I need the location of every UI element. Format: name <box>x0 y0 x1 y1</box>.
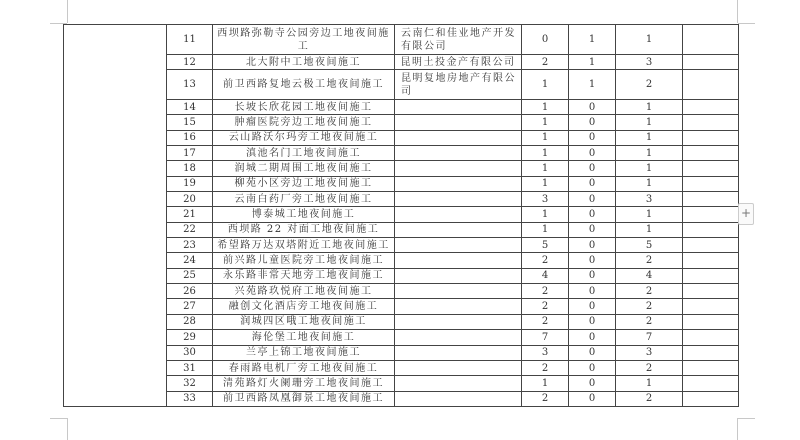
remarks-cell <box>683 70 739 100</box>
count-b-cell: 0 <box>569 238 616 253</box>
row-number-cell: 22 <box>167 222 213 237</box>
site-name-cell: 春雨路电机厂旁工地夜间施工 <box>213 360 395 375</box>
remarks-cell <box>683 115 739 130</box>
row-number-cell: 27 <box>167 299 213 314</box>
count-total-cell: 1 <box>616 376 683 391</box>
add-row-button[interactable]: + <box>738 203 754 225</box>
site-name-cell: 柳苑小区旁边工地夜间施工 <box>213 176 395 191</box>
remarks-cell <box>683 25 739 55</box>
remarks-cell <box>683 238 739 253</box>
row-number-cell: 17 <box>167 146 213 161</box>
remarks-cell <box>683 55 739 70</box>
count-a-cell: 3 <box>522 345 569 360</box>
count-a-cell: 2 <box>522 253 569 268</box>
site-name-cell: 云山路沃尔玛旁工地夜间施工 <box>213 130 395 145</box>
count-a-cell: 1 <box>522 161 569 176</box>
company-name-cell <box>395 253 522 268</box>
count-total-cell: 3 <box>616 55 683 70</box>
company-name-cell <box>395 330 522 345</box>
company-name-cell <box>395 238 522 253</box>
company-name-cell <box>395 176 522 191</box>
corner-mark-bottom-right <box>737 418 738 440</box>
site-name-cell: 肿瘤医院旁边工地夜间施工 <box>213 115 395 130</box>
count-total-cell: 1 <box>616 130 683 145</box>
site-name-cell: 长坡长欣花园工地夜间施工 <box>213 100 395 115</box>
site-name-cell: 北大附中工地夜间施工 <box>213 55 395 70</box>
count-b-cell: 0 <box>569 146 616 161</box>
count-b-cell: 0 <box>569 130 616 145</box>
row-number-cell: 33 <box>167 391 213 406</box>
row-number-cell: 20 <box>167 192 213 207</box>
site-name-cell: 希望路万达双塔附近工地夜间施工 <box>213 238 395 253</box>
count-total-cell: 2 <box>616 299 683 314</box>
count-b-cell: 0 <box>569 222 616 237</box>
remarks-cell <box>683 268 739 283</box>
count-b-cell: 0 <box>569 345 616 360</box>
count-a-cell: 2 <box>522 391 569 406</box>
row-number-cell: 14 <box>167 100 213 115</box>
row-number-cell: 25 <box>167 268 213 283</box>
count-a-cell: 1 <box>522 100 569 115</box>
site-name-cell: 西坝路弥勒寺公园旁边工地夜间施工 <box>213 25 395 55</box>
company-name-cell <box>395 192 522 207</box>
site-name-cell: 前卫西路复地云极工地夜间施工 <box>213 70 395 100</box>
count-b-cell: 0 <box>569 299 616 314</box>
count-total-cell: 2 <box>616 70 683 100</box>
count-b-cell: 1 <box>569 55 616 70</box>
count-total-cell: 3 <box>616 192 683 207</box>
company-name-cell <box>395 115 522 130</box>
remarks-cell <box>683 376 739 391</box>
count-total-cell: 1 <box>616 176 683 191</box>
count-total-cell: 1 <box>616 115 683 130</box>
remarks-cell <box>683 130 739 145</box>
remarks-cell <box>683 330 739 345</box>
count-total-cell: 2 <box>616 253 683 268</box>
table-row <box>64 25 739 55</box>
count-total-cell: 2 <box>616 314 683 329</box>
corner-mark-bottom-right <box>738 418 755 419</box>
row-number-cell: 32 <box>167 376 213 391</box>
remarks-cell <box>683 100 739 115</box>
count-total-cell: 1 <box>616 100 683 115</box>
company-name-cell: 云南仁和佳业地产开发有限公司 <box>395 25 522 55</box>
count-a-cell: 1 <box>522 176 569 191</box>
row-number-cell: 28 <box>167 314 213 329</box>
remarks-cell <box>683 391 739 406</box>
company-name-cell: 昆明复地房地产有限公司 <box>395 70 522 100</box>
count-b-cell: 0 <box>569 115 616 130</box>
site-name-cell: 融创文化酒店旁工地夜间施工 <box>213 299 395 314</box>
row-number-cell: 21 <box>167 207 213 222</box>
count-a-cell: 1 <box>522 115 569 130</box>
count-total-cell: 4 <box>616 268 683 283</box>
corner-mark-bottom-left <box>67 418 68 440</box>
count-total-cell: 1 <box>616 222 683 237</box>
remarks-cell <box>683 253 739 268</box>
company-name-cell <box>395 146 522 161</box>
row-number-cell: 31 <box>167 360 213 375</box>
count-total-cell: 2 <box>616 391 683 406</box>
company-name-cell <box>395 268 522 283</box>
count-total-cell: 1 <box>616 207 683 222</box>
remarks-cell <box>683 314 739 329</box>
count-a-cell: 1 <box>522 146 569 161</box>
count-b-cell: 0 <box>569 100 616 115</box>
remarks-cell <box>683 360 739 375</box>
site-name-cell: 滇池名门工地夜间施工 <box>213 146 395 161</box>
count-a-cell: 1 <box>522 222 569 237</box>
row-number-cell: 30 <box>167 345 213 360</box>
company-name-cell <box>395 100 522 115</box>
count-b-cell: 0 <box>569 284 616 299</box>
corner-mark-bottom-left <box>50 418 67 419</box>
count-total-cell: 1 <box>616 146 683 161</box>
count-b-cell: 0 <box>569 360 616 375</box>
site-name-cell: 清苑路灯火阑珊旁工地夜间施工 <box>213 376 395 391</box>
remarks-cell <box>683 207 739 222</box>
count-a-cell: 5 <box>522 238 569 253</box>
remarks-cell <box>683 146 739 161</box>
count-b-cell: 0 <box>569 253 616 268</box>
count-b-cell: 1 <box>569 25 616 55</box>
company-name-cell <box>395 207 522 222</box>
count-total-cell: 2 <box>616 284 683 299</box>
remarks-cell <box>683 161 739 176</box>
remarks-cell <box>683 192 739 207</box>
remarks-cell <box>683 222 739 237</box>
count-b-cell: 0 <box>569 330 616 345</box>
count-b-cell: 0 <box>569 192 616 207</box>
count-total-cell: 1 <box>616 25 683 55</box>
row-number-cell: 12 <box>167 55 213 70</box>
remarks-cell <box>683 345 739 360</box>
merged-category-cell <box>64 25 167 407</box>
company-name-cell <box>395 284 522 299</box>
count-b-cell: 0 <box>569 391 616 406</box>
remarks-cell <box>683 299 739 314</box>
row-number-cell: 15 <box>167 115 213 130</box>
count-b-cell: 0 <box>569 207 616 222</box>
row-number-cell: 24 <box>167 253 213 268</box>
company-name-cell <box>395 376 522 391</box>
row-number-cell: 13 <box>167 70 213 100</box>
count-a-cell: 4 <box>522 268 569 283</box>
count-a-cell: 2 <box>522 55 569 70</box>
site-name-cell: 云南白药厂旁工地夜间施工 <box>213 192 395 207</box>
company-name-cell <box>395 345 522 360</box>
corner-mark-top-right <box>737 0 738 23</box>
count-a-cell: 2 <box>522 314 569 329</box>
count-a-cell: 2 <box>522 360 569 375</box>
company-name-cell <box>395 314 522 329</box>
site-name-cell: 博泰城工地夜间施工 <box>213 207 395 222</box>
count-b-cell: 0 <box>569 376 616 391</box>
count-a-cell: 1 <box>522 130 569 145</box>
construction-site-table <box>63 24 739 407</box>
count-a-cell: 1 <box>522 376 569 391</box>
company-name-cell <box>395 161 522 176</box>
count-total-cell: 1 <box>616 161 683 176</box>
count-a-cell: 1 <box>522 70 569 100</box>
count-b-cell: 0 <box>569 161 616 176</box>
count-b-cell: 0 <box>569 314 616 329</box>
site-name-cell: 兴苑路玖悦府工地夜间施工 <box>213 284 395 299</box>
site-name-cell: 润城四区哦工地夜间施工 <box>213 314 395 329</box>
corner-mark-top-right <box>738 23 755 24</box>
count-b-cell: 1 <box>569 70 616 100</box>
row-number-cell: 19 <box>167 176 213 191</box>
company-name-cell <box>395 391 522 406</box>
row-number-cell: 16 <box>167 130 213 145</box>
site-name-cell: 前卫西路凤凰御景工地夜间施工 <box>213 391 395 406</box>
corner-mark-top-left <box>67 0 68 23</box>
company-name-cell <box>395 130 522 145</box>
row-number-cell: 18 <box>167 161 213 176</box>
count-total-cell: 5 <box>616 238 683 253</box>
count-a-cell: 2 <box>522 284 569 299</box>
row-number-cell: 11 <box>167 25 213 55</box>
company-name-cell: 昆明土投金产有限公司 <box>395 55 522 70</box>
remarks-cell <box>683 176 739 191</box>
company-name-cell <box>395 360 522 375</box>
count-a-cell: 7 <box>522 330 569 345</box>
row-number-cell: 26 <box>167 284 213 299</box>
site-name-cell: 前兴路儿童医院旁工地夜间施工 <box>213 253 395 268</box>
site-name-cell: 兰亭上锦工地夜间施工 <box>213 345 395 360</box>
site-name-cell: 润城二期周围工地夜间施工 <box>213 161 395 176</box>
count-b-cell: 0 <box>569 176 616 191</box>
remarks-cell <box>683 284 739 299</box>
count-total-cell: 7 <box>616 330 683 345</box>
count-total-cell: 2 <box>616 360 683 375</box>
site-name-cell: 永乐路非常天地旁工地夜间施工 <box>213 268 395 283</box>
company-name-cell <box>395 299 522 314</box>
count-a-cell: 2 <box>522 299 569 314</box>
row-number-cell: 29 <box>167 330 213 345</box>
site-name-cell: 海伦堡工地夜间施工 <box>213 330 395 345</box>
count-a-cell: 0 <box>522 25 569 55</box>
count-b-cell: 0 <box>569 268 616 283</box>
count-total-cell: 3 <box>616 345 683 360</box>
count-a-cell: 1 <box>522 207 569 222</box>
company-name-cell <box>395 222 522 237</box>
site-name-cell: 西坝路 22 对面工地夜间施工 <box>213 222 395 237</box>
count-a-cell: 3 <box>522 192 569 207</box>
row-number-cell: 23 <box>167 238 213 253</box>
